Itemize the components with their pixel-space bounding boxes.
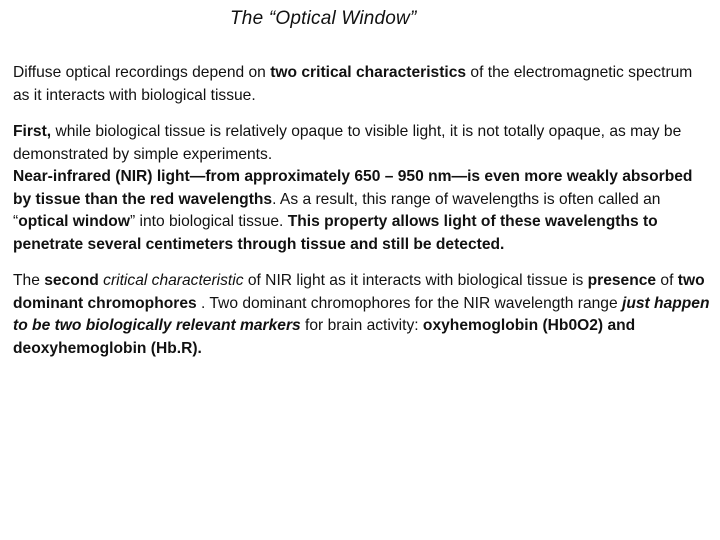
paragraph-first	[13, 121, 713, 166]
second-emphasis: second	[44, 272, 99, 289]
optical-window-emphasis: optical window	[18, 213, 130, 230]
paragraph-second-text-2: of NIR light as it interacts with biological tissue is	[243, 272, 588, 289]
presence-emphasis: presence	[587, 272, 657, 289]
first-label: First,	[13, 123, 52, 140]
paragraph-second	[13, 270, 713, 360]
paragraph-intro	[13, 62, 713, 107]
hemoglobin-emphasis: oxyhemoglobin (Hb0O2) and deoxyhemoglobin (Hb.R).	[13, 317, 636, 357]
slide-title: The “Optical Window”	[230, 8, 417, 29]
penetration-property-emphasis: This property allows light of these wavelengths to penetrate several centimeters through tissue and still be detected.	[13, 213, 658, 253]
paragraph-second-text-5: for brain activity:	[300, 317, 423, 334]
paragraph-second-text-4: . Two dominant chromophores for the NIR wavelength range	[196, 294, 622, 312]
slide-body	[13, 62, 713, 360]
critical-characteristic-italic: critical characteristic	[103, 272, 244, 289]
two-critical-characteristics-emphasis: two critical characteristics	[270, 64, 467, 81]
paragraph-intro-text: Diffuse optical recordings depend on	[13, 64, 271, 81]
paragraph-first-text: while biological tissue is relatively opaque to visible light, it is not totally opaque, as may be demonstrated by simple experiments.	[13, 123, 682, 163]
paragraph-nir-text-2: ” into biological tissue.	[129, 213, 288, 230]
paragraph-nir-text: . As a result, this range of wavelengths is often called an “	[13, 190, 661, 230]
two-dominant-chromophores-emphasis: two dominant chromophores	[13, 272, 705, 312]
biological-markers-emphasis: just happen to be two biologically relevant markers	[13, 294, 710, 334]
paragraph-nir	[13, 166, 713, 256]
paragraph-second-text: The	[13, 272, 45, 289]
paragraph-intro-text-end: of the electromagnetic spectrum as it interacts with biological tissue.	[13, 64, 693, 104]
paragraph-second-text-3: of	[656, 272, 678, 289]
nir-absorption-emphasis: Near-infrared (NIR) light—from approximately 650 – 950 nm—is even more weakly absorbed by tissue than the red wavelengths	[13, 168, 693, 208]
